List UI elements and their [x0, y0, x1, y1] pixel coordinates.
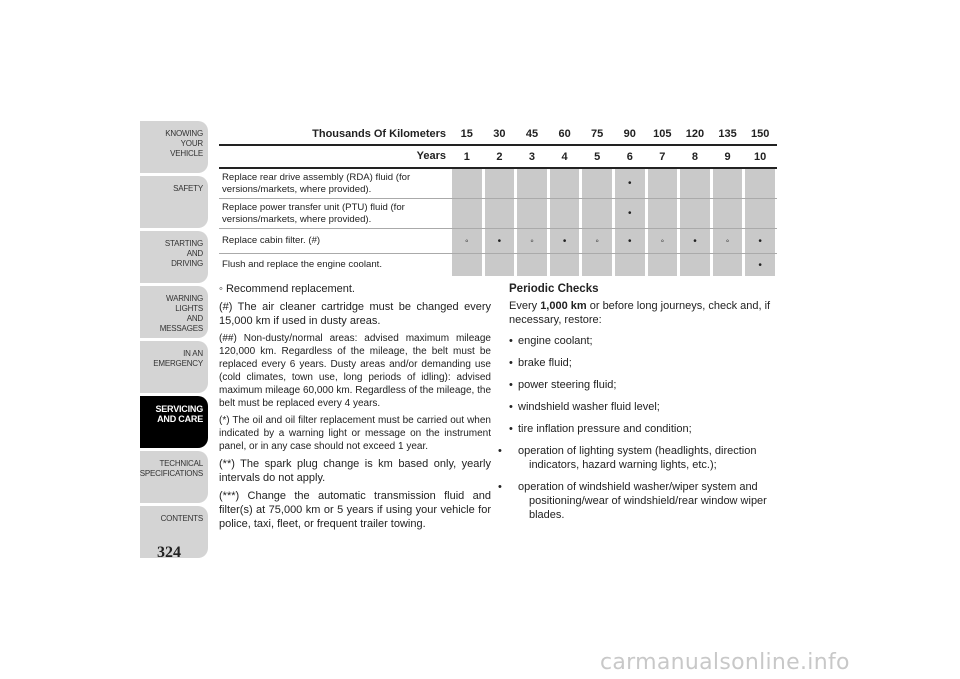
- list-item: • operation of windshield washer/wiper system and positioning/wear of windshield/rear window wiper blades.: [509, 480, 779, 522]
- tab-contents[interactable]: CONTENTS: [140, 506, 208, 558]
- year-value: 8: [691, 150, 699, 163]
- year-value: 2: [496, 150, 503, 163]
- schedule-cell: ◦: [517, 229, 547, 253]
- note-recommend: ◦ Recommend replacement.: [219, 283, 355, 295]
- tab-technical-specifications[interactable]: TECHNICAL SPECIFICATIONS: [140, 451, 208, 503]
- schedule-cell: [745, 169, 775, 198]
- schedule-cell: [582, 254, 612, 276]
- list-item: • brake fluid;: [509, 356, 779, 370]
- schedule-cell: [550, 169, 580, 198]
- km-value: 135: [718, 128, 737, 140]
- schedule-cell: [550, 199, 580, 228]
- tab-knowing-your-vehicle[interactable]: KNOWING YOUR VEHICLE: [140, 121, 208, 173]
- schedule-cell: •: [615, 199, 645, 228]
- schedule-cell: [452, 169, 482, 198]
- footnotes: [219, 282, 491, 535]
- schedule-cell: •: [745, 229, 775, 253]
- schedule-cell: [648, 254, 678, 276]
- tab-warning-lights-and-messages[interactable]: WARNING LIGHTS AND MESSAGES: [140, 286, 208, 338]
- maintenance-schedule-table: [219, 124, 777, 276]
- row-label: Replace cabin filter. (#): [222, 235, 321, 246]
- schedule-cell: [615, 254, 645, 276]
- table-row: [219, 169, 777, 199]
- schedule-cell: [517, 169, 547, 198]
- km-header-label: Thousands Of Kilometers: [312, 128, 446, 140]
- schedule-cell: •: [680, 229, 710, 253]
- schedule-cell: ◦: [713, 229, 743, 253]
- list-item: • engine coolant;: [509, 334, 779, 348]
- table-row: [219, 199, 777, 229]
- schedule-cell: ◦: [582, 229, 612, 253]
- year-value: 10: [754, 150, 767, 163]
- km-header-row: [219, 124, 777, 146]
- schedule-cell: [713, 254, 743, 276]
- note-air-cleaner: (#) The air cleaner cartridge must be changed every 15,000 km if used in dusty areas.: [219, 301, 491, 327]
- km-value: 90: [623, 128, 636, 140]
- schedule-cell: ◦: [452, 229, 482, 253]
- schedule-cell: [680, 169, 710, 198]
- list-item: • power steering fluid;: [509, 378, 779, 392]
- list-item: • tire inflation pressure and condition;: [509, 422, 779, 436]
- year-value: 9: [724, 150, 731, 163]
- year-value: 1: [463, 150, 470, 163]
- note-oil: (*) The oil and oil filter replacement must be carried out when indicated by a warning light or message on the instrument panel, or in any case should not exceed 1 year.: [219, 415, 491, 452]
- schedule-cell: [680, 254, 710, 276]
- year-value: 4: [561, 150, 568, 163]
- schedule-cell: [713, 169, 743, 198]
- years-header-row: [219, 146, 777, 169]
- schedule-cell: •: [615, 169, 645, 198]
- schedule-cell: [485, 254, 515, 276]
- km-value: 15: [460, 128, 473, 140]
- interval-value: 1,000 km: [540, 300, 587, 312]
- year-value: 3: [528, 150, 536, 163]
- page-number: 324: [157, 544, 181, 561]
- km-value: 120: [685, 128, 705, 140]
- km-value: 105: [653, 128, 672, 140]
- schedule-cell: [680, 199, 710, 228]
- km-value: 150: [750, 128, 770, 140]
- schedule-cell: ◦: [648, 229, 678, 253]
- periodic-intro: Every 1,000 km or before long journeys, check and, if necessary, restore:: [509, 300, 771, 326]
- row-label: Replace power transfer unit (PTU) fluid (for versions/markets, where provided).: [222, 201, 405, 225]
- schedule-cell: •: [485, 229, 515, 253]
- tab-in-an-emergency[interactable]: IN AN EMERGENCY: [140, 341, 208, 393]
- note-belt: (##) Non-dusty/normal areas: advised maximum mileage 120,000 km. Regardless of the mileage, the belt must be replaced every 6 years. Dusty areas and/or demanding use (cold climates, town use, long periods of idling): advised maximum mileage 60,000 km. Regardless of the mileage, the belt must be replaced every 4 years.: [219, 333, 491, 409]
- year-value: 7: [659, 150, 666, 163]
- watermark: carmanualsonline.info: [600, 650, 850, 675]
- schedule-cell: [550, 254, 580, 276]
- year-value: 5: [594, 150, 601, 163]
- note-transmission: (***) Change the automatic transmission fluid and filter(s) at 75,000 km or 5 years if using your vehicle for police, taxi, fleet, or frequent trailer towing.: [219, 490, 491, 530]
- schedule-cell: •: [615, 229, 645, 253]
- table-row: [219, 229, 777, 254]
- km-value: 75: [591, 128, 604, 140]
- schedule-cell: [485, 199, 515, 228]
- schedule-cell: [582, 199, 612, 228]
- checklist: [509, 334, 779, 522]
- year-value: 6: [626, 150, 633, 163]
- schedule-cell: [745, 199, 775, 228]
- schedule-cell: [485, 169, 515, 198]
- note-spark-plug: (**) The spark plug change is km based only, yearly intervals do not apply.: [219, 458, 491, 484]
- schedule-cell: [517, 199, 547, 228]
- schedule-cell: [452, 199, 482, 228]
- section-title: Periodic Checks: [509, 283, 599, 295]
- list-item: • operation of lighting system (headlights, direction indicators, hazard warning lights, etc.);: [509, 444, 779, 472]
- schedule-cell: •: [550, 229, 580, 253]
- schedule-cell: [648, 199, 678, 228]
- schedule-cell: [452, 254, 482, 276]
- tab-safety[interactable]: SAFETY: [140, 176, 208, 228]
- schedule-cell: [713, 199, 743, 228]
- schedule-cell: [582, 169, 612, 198]
- table-row: [219, 254, 777, 276]
- list-item: • windshield washer fluid level;: [509, 400, 779, 414]
- years-header-label: Years: [416, 150, 446, 162]
- tab-servicing-and-care[interactable]: SERVICING AND CARE: [140, 396, 208, 448]
- chapter-sidebar: [140, 121, 208, 561]
- km-value: 45: [525, 128, 539, 140]
- periodic-checks-section: [509, 282, 779, 530]
- schedule-cell: •: [745, 254, 775, 276]
- schedule-cell: [648, 169, 678, 198]
- tab-starting-and-driving[interactable]: STARTING AND DRIVING: [140, 231, 208, 283]
- schedule-cell: [517, 254, 547, 276]
- row-label: Flush and replace the engine coolant.: [222, 259, 383, 270]
- row-label: Replace rear drive assembly (RDA) fluid (for versions/markets, where provided).: [222, 171, 411, 195]
- km-value: 60: [558, 128, 571, 140]
- km-value: 30: [493, 128, 506, 140]
